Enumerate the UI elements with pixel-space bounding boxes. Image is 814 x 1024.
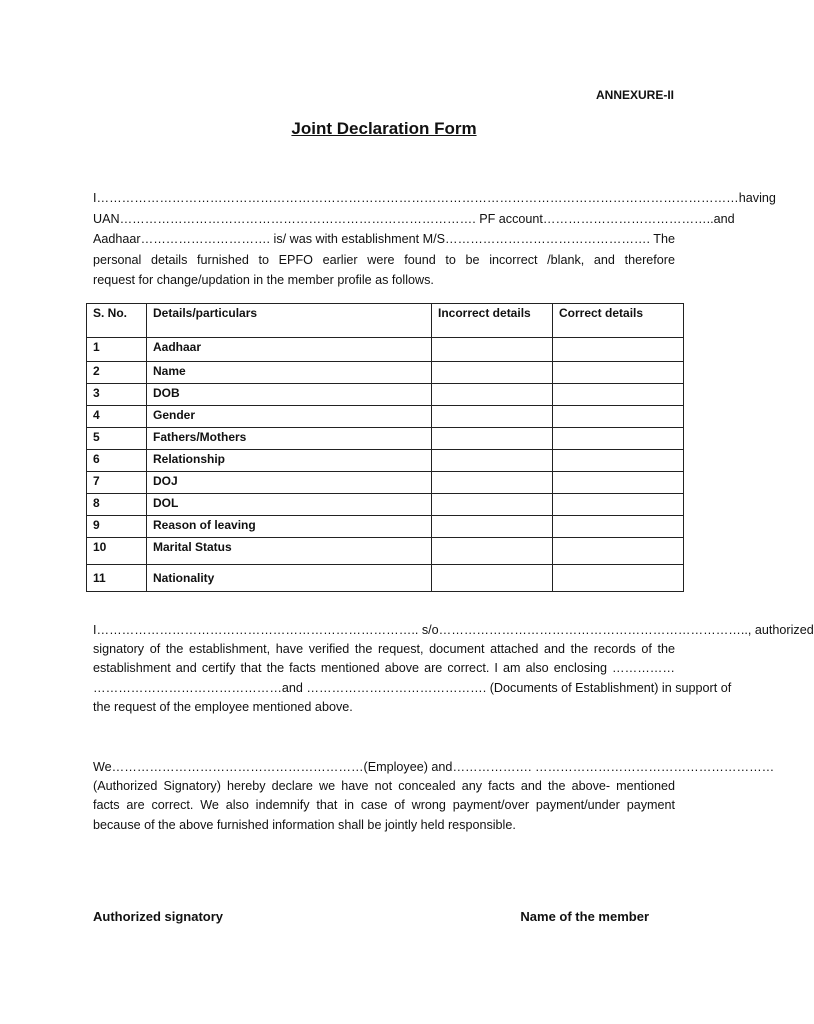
correct-cell[interactable] <box>553 516 684 538</box>
incorrect-cell[interactable] <box>432 338 553 362</box>
table-row <box>87 565 684 592</box>
row-detail: DOL <box>147 494 432 516</box>
row-detail: Fathers/Mothers <box>147 428 432 450</box>
row-sno: 1 <box>87 338 147 362</box>
para2-line: establishment and certify that the facts mentioned above are correct. I am also enclosing …………… <box>93 661 675 676</box>
joint-declaration-paragraph <box>93 758 775 835</box>
incorrect-cell[interactable] <box>432 494 553 516</box>
para2-line: I………………………………………………………………….. s/o……………………………………………………………….., authorized <box>93 623 814 637</box>
declaration-paragraph-1 <box>93 188 776 291</box>
para2-line: ………………………………………and ……………………………………. (Documents of Establishment) in support of <box>93 680 732 695</box>
para3-line: because of the above furnished information shall be jointly held responsible. <box>93 817 516 832</box>
form-title: Joint Declaration Form <box>291 119 477 138</box>
table-row <box>87 472 684 494</box>
para1-line: Aadhaar…………………………. is/ was with establishment M/S…………………………………………. The <box>93 232 675 246</box>
header-sno: S. No. <box>87 304 147 338</box>
correct-cell[interactable] <box>553 338 684 362</box>
authorized-signatory-label: Authorized signatory <box>93 909 224 924</box>
row-sno: 4 <box>87 406 147 428</box>
header-incorrect: Incorrect details <box>432 304 553 338</box>
table-row <box>87 384 684 406</box>
row-detail: Reason of leaving <box>147 516 432 538</box>
certification-paragraph <box>93 621 814 717</box>
incorrect-cell[interactable] <box>432 472 553 494</box>
para2-line: signatory of the establishment, have verified the request, document attached and the records of the <box>93 642 675 657</box>
details-table <box>86 303 684 592</box>
incorrect-cell[interactable] <box>432 565 553 592</box>
header-details: Details/particulars <box>147 304 432 338</box>
row-detail: Name <box>147 362 432 384</box>
incorrect-cell[interactable] <box>432 384 553 406</box>
header-correct: Correct details <box>553 304 684 338</box>
para1-line: personal details furnished to EPFO earlier were found to be incorrect /blank, and therefore <box>93 252 675 267</box>
table-row <box>87 338 684 362</box>
row-sno: 11 <box>87 565 147 592</box>
row-detail: Gender <box>147 406 432 428</box>
incorrect-cell[interactable] <box>432 428 553 450</box>
table-row <box>87 406 684 428</box>
incorrect-cell[interactable] <box>432 516 553 538</box>
row-sno: 5 <box>87 428 147 450</box>
row-sno: 10 <box>87 538 147 565</box>
row-sno: 8 <box>87 494 147 516</box>
correct-cell[interactable] <box>553 450 684 472</box>
incorrect-cell[interactable] <box>432 406 553 428</box>
row-detail: Relationship <box>147 450 432 472</box>
row-sno: 6 <box>87 450 147 472</box>
annexure-label: ANNEXURE-II <box>595 88 674 102</box>
table-row <box>87 494 684 516</box>
correct-cell[interactable] <box>553 406 684 428</box>
row-sno: 9 <box>87 516 147 538</box>
correct-cell[interactable] <box>553 428 684 450</box>
row-sno: 2 <box>87 362 147 384</box>
correct-cell[interactable] <box>553 494 684 516</box>
table-row <box>87 362 684 384</box>
para1-line: UAN…………………………………………………………………………. PF account…………………………………..and <box>93 211 735 226</box>
incorrect-cell[interactable] <box>432 450 553 472</box>
table-header-row <box>87 304 684 338</box>
row-sno: 7 <box>87 472 147 494</box>
correct-cell[interactable] <box>553 565 684 592</box>
table-row <box>87 450 684 472</box>
row-detail: DOB <box>147 384 432 406</box>
correct-cell[interactable] <box>553 384 684 406</box>
para2-line: the request of the employee mentioned above. <box>93 699 353 714</box>
row-detail: DOJ <box>147 472 432 494</box>
correct-cell[interactable] <box>553 362 684 384</box>
row-sno: 3 <box>87 384 147 406</box>
member-name-label: Name of the member <box>520 909 649 924</box>
signature-block <box>93 909 649 924</box>
para3-line: facts are correct. We also indemnify that in case of wrong payment/over payment/under payment <box>93 798 675 813</box>
incorrect-cell[interactable] <box>432 362 553 384</box>
para1-line: request for change/updation in the member profile as follows. <box>93 273 434 287</box>
correct-cell[interactable] <box>553 538 684 565</box>
table-row <box>87 428 684 450</box>
para3-line: (Authorized Signatory) hereby declare we have not concealed any facts and the above- mentioned <box>93 779 675 794</box>
table-row <box>87 516 684 538</box>
para3-line: We……………………………………………………(Employee) and………………. ………………………………………………… <box>93 760 775 774</box>
row-detail: Aadhaar <box>147 338 432 362</box>
incorrect-cell[interactable] <box>432 538 553 565</box>
row-detail: Marital Status <box>147 538 432 565</box>
correct-cell[interactable] <box>553 472 684 494</box>
row-detail: Nationality <box>147 565 432 592</box>
para1-line: I………………………………………………………………………………………………………………………………………having <box>93 191 776 205</box>
table-row <box>87 538 684 565</box>
